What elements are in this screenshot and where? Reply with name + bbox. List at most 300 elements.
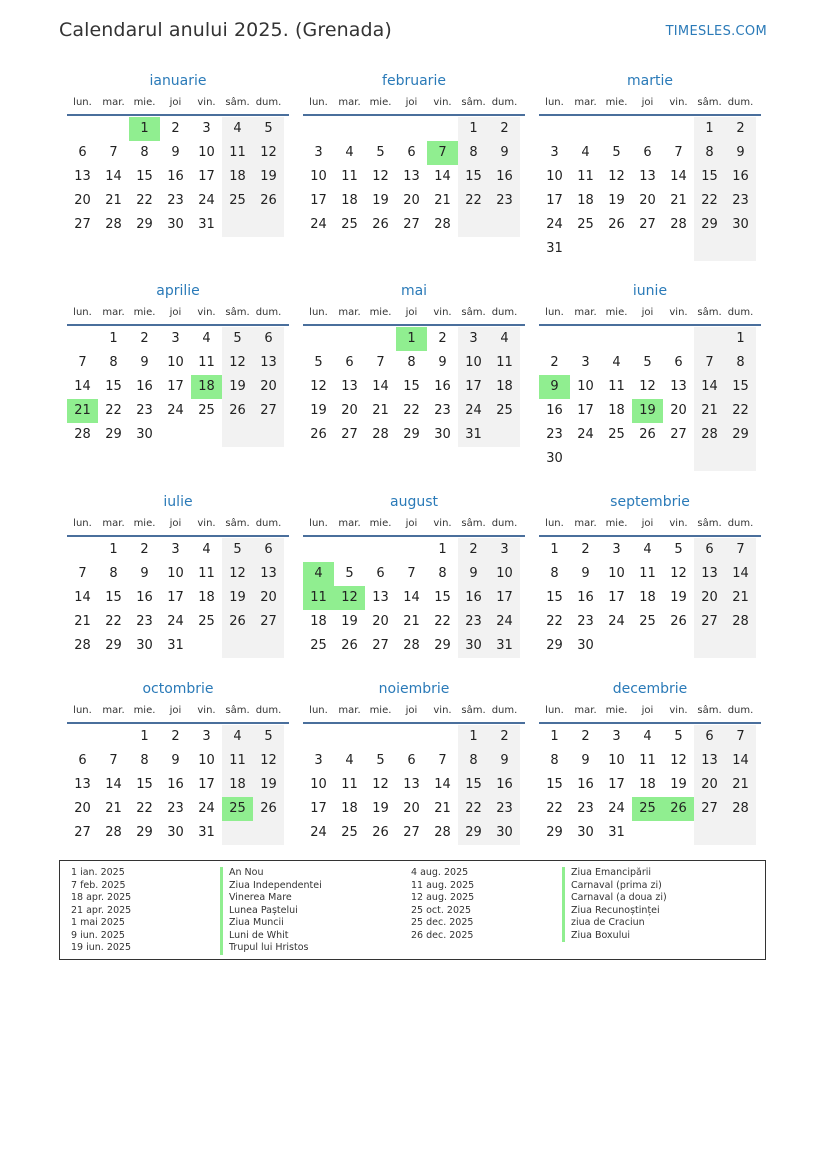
legend-names-right [562,867,667,942]
empty-cell [539,117,570,141]
day-cell: 16 [167,777,184,792]
month-name: iunie [632,283,668,299]
day-cell: 26 [608,217,625,232]
day-grid [67,117,289,237]
day-cell: 21 [434,801,451,816]
empty-cell [67,725,98,749]
legend-date: 19 iun. 2025 [71,942,132,953]
day-cell: 9 [458,562,489,586]
day-cell: 8 [458,141,489,165]
holiday-cell: 9 [539,375,570,399]
weekday-label: sâm. [697,307,722,318]
weekday-header [67,302,289,326]
day-cell: 31 [198,825,215,840]
day-cell: 29 [546,638,563,653]
day-cell: 3 [581,355,590,370]
day-cell: 2 [140,542,149,557]
day-cell: 8 [109,355,118,370]
legend-date: 1 mai 2025 [71,917,125,928]
weekday-label: vin. [433,705,452,716]
weekday-header [303,700,525,724]
weekday-label: vin. [197,705,216,716]
weekday-label: mar. [574,97,597,108]
day-cell: 24 [167,614,184,629]
day-cell: 22 [458,797,489,821]
day-grid [539,117,761,261]
empty-cell [489,423,520,447]
empty-cell [222,423,253,447]
day-cell: 12 [608,169,625,184]
weekday-label: dum. [491,97,518,108]
empty-cell [303,117,334,141]
month-name: iulie [163,494,193,510]
day-cell: 27 [403,217,420,232]
weekday-label: joi [405,518,418,529]
legend-holiday-name: Luni de Whit [220,930,322,943]
day-cell: 24 [310,825,327,840]
month-ianuarie [67,71,289,237]
day-cell: 24 [489,610,520,634]
weekday-header [67,700,289,724]
weekday-label: vin. [197,97,216,108]
holiday-cell: 19 [632,399,663,423]
weekday-label: lun. [545,97,564,108]
day-cell: 6 [694,725,725,749]
day-cell: 17 [546,193,563,208]
legend-date: 11 aug. 2025 [411,879,475,891]
day-cell: 5 [376,753,385,768]
empty-cell [222,213,253,237]
month-iulie [67,492,289,658]
empty-cell [67,117,98,141]
day-cell: 12 [222,562,253,586]
day-cell: 9 [489,749,520,773]
weekday-label: lun. [309,518,328,529]
day-cell: 5 [314,355,323,370]
day-cell: 5 [345,566,354,581]
month-name: mai [400,283,428,299]
day-cell: 23 [489,189,520,213]
day-cell: 7 [725,538,756,562]
day-cell: 6 [78,145,87,160]
day-cell: 23 [489,797,520,821]
day-cell: 22 [105,403,122,418]
day-cell: 5 [222,327,253,351]
day-cell: 29 [136,217,153,232]
day-cell: 29 [725,423,756,447]
legend-date: 9 iun. 2025 [71,929,125,941]
weekday-label: mar. [102,307,125,318]
day-cell: 7 [674,145,683,160]
empty-cell [334,117,365,141]
empty-cell [222,634,253,658]
weekday-label: sâm. [461,705,486,716]
weekday-label: joi [405,705,418,716]
holiday-cell: 18 [191,375,222,399]
day-cell: 16 [489,165,520,189]
day-cell: 6 [674,355,683,370]
day-cell: 13 [403,777,420,792]
day-grid [303,117,525,237]
day-cell: 23 [725,189,756,213]
day-cell: 23 [136,403,153,418]
day-cell: 13 [253,351,284,375]
month-august [303,492,525,658]
empty-cell [570,237,601,261]
day-cell: 4 [222,117,253,141]
weekday-label: lun. [73,705,92,716]
day-cell: 1 [109,331,118,346]
holiday-cell: 4 [303,562,334,586]
weekday-label: dum. [491,518,518,529]
day-cell: 20 [74,801,91,816]
day-cell: 2 [581,729,590,744]
day-cell: 23 [136,614,153,629]
day-cell: 30 [546,451,563,466]
day-cell: 13 [74,777,91,792]
day-cell: 18 [222,773,253,797]
day-cell: 20 [670,403,687,418]
empty-cell [365,725,396,749]
weekday-label: lun. [545,705,564,716]
day-cell: 3 [202,121,211,136]
day-cell: 26 [310,427,327,442]
empty-cell [694,447,725,471]
day-grid [539,725,761,845]
day-cell: 27 [372,638,389,653]
day-cell: 31 [167,638,184,653]
weekday-label: mie. [605,705,628,716]
day-cell: 17 [167,379,184,394]
holiday-cell: 1 [396,327,427,351]
empty-cell [601,237,632,261]
day-cell: 21 [105,801,122,816]
weekday-label: joi [169,705,182,716]
day-cell: 26 [253,189,284,213]
day-cell: 13 [341,379,358,394]
empty-cell [191,423,222,447]
day-cell: 24 [310,217,327,232]
day-cell: 5 [253,117,284,141]
weekday-label: vin. [669,705,688,716]
day-cell: 10 [577,379,594,394]
empty-cell [253,423,284,447]
day-cell: 6 [345,355,354,370]
empty-cell [725,447,756,471]
day-cell: 16 [489,773,520,797]
weekday-label: dum. [727,705,754,716]
weekday-label: joi [641,307,654,318]
day-cell: 6 [643,145,652,160]
day-cell: 11 [341,777,358,792]
legend-holiday-name: Lunea Paștelui [220,905,322,918]
empty-cell [67,538,98,562]
day-cell: 13 [694,562,725,586]
day-cell: 30 [458,634,489,658]
day-cell: 26 [341,638,358,653]
day-cell: 25 [310,638,327,653]
day-cell: 25 [222,189,253,213]
weekday-label: vin. [433,97,452,108]
day-cell: 4 [643,729,652,744]
day-cell: 20 [74,193,91,208]
day-cell: 4 [202,331,211,346]
empty-cell [396,117,427,141]
day-cell: 6 [78,753,87,768]
holiday-cell: 7 [427,141,458,165]
weekday-label: sâm. [697,518,722,529]
day-cell: 29 [546,825,563,840]
day-cell: 25 [341,825,358,840]
day-cell: 28 [105,217,122,232]
empty-cell [365,117,396,141]
day-cell: 18 [222,165,253,189]
day-cell: 18 [639,777,656,792]
day-cell: 7 [725,725,756,749]
day-cell: 15 [725,375,756,399]
empty-cell [601,634,632,658]
day-cell: 20 [694,586,725,610]
day-cell: 19 [670,590,687,605]
weekday-label: mar. [102,518,125,529]
day-cell: 25 [341,217,358,232]
day-cell: 21 [694,399,725,423]
day-cell: 5 [674,542,683,557]
legend-date: 25 dec. 2025 [411,917,474,928]
day-cell: 17 [198,777,215,792]
day-cell: 7 [438,753,447,768]
day-cell: 29 [694,213,725,237]
day-cell: 12 [253,749,284,773]
day-cell: 8 [407,355,416,370]
day-cell: 6 [694,538,725,562]
weekday-label: vin. [669,307,688,318]
weekday-label: mie. [133,307,156,318]
day-cell: 9 [140,355,149,370]
day-cell: 19 [341,614,358,629]
day-cell: 25 [639,614,656,629]
day-cell: 13 [639,169,656,184]
day-cell: 18 [198,590,215,605]
empty-cell [489,213,520,237]
weekday-label: joi [405,97,418,108]
day-cell: 14 [74,590,91,605]
day-cell: 15 [694,165,725,189]
day-cell: 19 [608,193,625,208]
weekday-header [67,92,289,116]
weekday-label: joi [641,705,654,716]
weekday-label: mar. [338,705,361,716]
day-cell: 12 [372,777,389,792]
day-cell: 27 [74,217,91,232]
empty-cell [303,538,334,562]
day-cell: 28 [725,610,756,634]
weekday-label: dum. [491,307,518,318]
legend-holiday-name: Ziua Muncii [220,917,322,930]
day-cell: 16 [577,777,594,792]
empty-cell [334,538,365,562]
day-cell: 4 [643,542,652,557]
day-cell: 22 [725,399,756,423]
weekday-label: joi [405,307,418,318]
day-cell: 20 [341,403,358,418]
brand-link[interactable]: TIMESLES.COM [665,24,767,39]
day-cell: 8 [140,145,149,160]
day-cell: 23 [577,614,594,629]
day-cell: 12 [253,141,284,165]
day-cell: 20 [639,193,656,208]
day-cell: 19 [222,586,253,610]
empty-cell [694,634,725,658]
empty-cell [570,327,601,351]
day-cell: 14 [105,169,122,184]
legend-date: 21 apr. 2025 [71,904,132,916]
empty-cell [725,821,756,845]
empty-cell [334,327,365,351]
empty-cell [365,538,396,562]
day-cell: 3 [202,729,211,744]
month-aprilie [67,281,289,447]
weekday-header [539,92,761,116]
day-cell: 10 [198,145,215,160]
weekday-header [303,92,525,116]
day-cell: 18 [608,403,625,418]
legend-holiday-name: Carnaval (a doua zi) [562,892,667,905]
day-cell: 17 [608,590,625,605]
legend-date: 18 apr. 2025 [71,892,132,903]
day-cell: 7 [109,145,118,160]
day-cell: 21 [434,193,451,208]
day-cell: 10 [167,355,184,370]
empty-cell [539,327,570,351]
weekday-label: joi [169,307,182,318]
day-cell: 4 [222,725,253,749]
empty-cell [191,634,222,658]
weekday-label: mar. [102,705,125,716]
day-cell: 11 [222,749,253,773]
day-cell: 22 [136,193,153,208]
holiday-cell: 11 [303,586,334,610]
holiday-legend [59,860,766,960]
day-cell: 20 [253,586,284,610]
empty-cell [632,634,663,658]
day-cell: 7 [78,355,87,370]
day-cell: 22 [546,801,563,816]
day-cell: 16 [577,590,594,605]
empty-cell [396,725,427,749]
weekday-label: sâm. [697,97,722,108]
weekday-label: vin. [197,518,216,529]
legend-date: 25 oct. 2025 [411,904,472,916]
day-grid [67,327,289,447]
holiday-cell: 21 [67,399,98,423]
empty-cell [427,725,458,749]
day-cell: 19 [310,403,327,418]
legend-dates-right [411,867,474,942]
weekday-label: dum. [727,307,754,318]
day-cell: 23 [577,801,594,816]
day-cell: 12 [222,351,253,375]
day-cell: 25 [577,217,594,232]
day-cell: 3 [458,327,489,351]
day-cell: 17 [198,169,215,184]
day-cell: 10 [546,169,563,184]
day-cell: 1 [438,542,447,557]
day-cell: 14 [434,777,451,792]
weekday-label: sâm. [225,97,250,108]
weekday-label: mie. [369,705,392,716]
day-cell: 10 [608,566,625,581]
day-cell: 30 [434,427,451,442]
day-cell: 16 [136,379,153,394]
day-cell: 28 [434,217,451,232]
day-cell: 8 [550,753,559,768]
day-cell: 27 [694,797,725,821]
weekday-label: sâm. [461,518,486,529]
day-cell: 21 [403,614,420,629]
day-cell: 30 [167,825,184,840]
month-name: august [390,494,438,510]
weekday-label: mie. [133,705,156,716]
day-cell: 17 [310,801,327,816]
empty-cell [253,634,284,658]
legend-date: 4 aug. 2025 [411,867,469,878]
weekday-label: mar. [338,518,361,529]
day-cell: 23 [434,403,451,418]
day-cell: 17 [608,777,625,792]
legend-names-left [220,867,322,955]
day-cell: 11 [198,566,215,581]
day-cell: 26 [372,217,389,232]
day-cell: 4 [345,753,354,768]
day-cell: 28 [670,217,687,232]
day-cell: 1 [109,542,118,557]
day-cell: 9 [489,141,520,165]
day-cell: 2 [458,538,489,562]
day-grid [539,327,761,471]
weekday-header [539,513,761,537]
day-cell: 1 [140,729,149,744]
day-cell: 11 [639,566,656,581]
day-cell: 2 [725,117,756,141]
weekday-label: lun. [309,307,328,318]
weekday-label: joi [169,518,182,529]
day-cell: 26 [372,825,389,840]
day-cell: 21 [74,614,91,629]
day-cell: 16 [546,403,563,418]
day-cell: 23 [458,610,489,634]
day-cell: 17 [458,375,489,399]
empty-cell [694,327,725,351]
day-cell: 31 [198,217,215,232]
day-grid [67,725,289,845]
day-cell: 6 [253,327,284,351]
day-cell: 15 [403,379,420,394]
day-cell: 26 [222,610,253,634]
weekday-label: mar. [574,518,597,529]
day-cell: 29 [403,427,420,442]
day-cell: 7 [694,351,725,375]
legend-holiday-name: Vinerea Mare [220,892,322,905]
month-noiembrie [303,679,525,845]
weekday-label: dum. [255,307,282,318]
day-cell: 20 [253,375,284,399]
day-cell: 24 [546,217,563,232]
day-cell: 15 [105,590,122,605]
day-cell: 24 [198,193,215,208]
empty-cell [303,725,334,749]
weekday-label: mie. [369,307,392,318]
